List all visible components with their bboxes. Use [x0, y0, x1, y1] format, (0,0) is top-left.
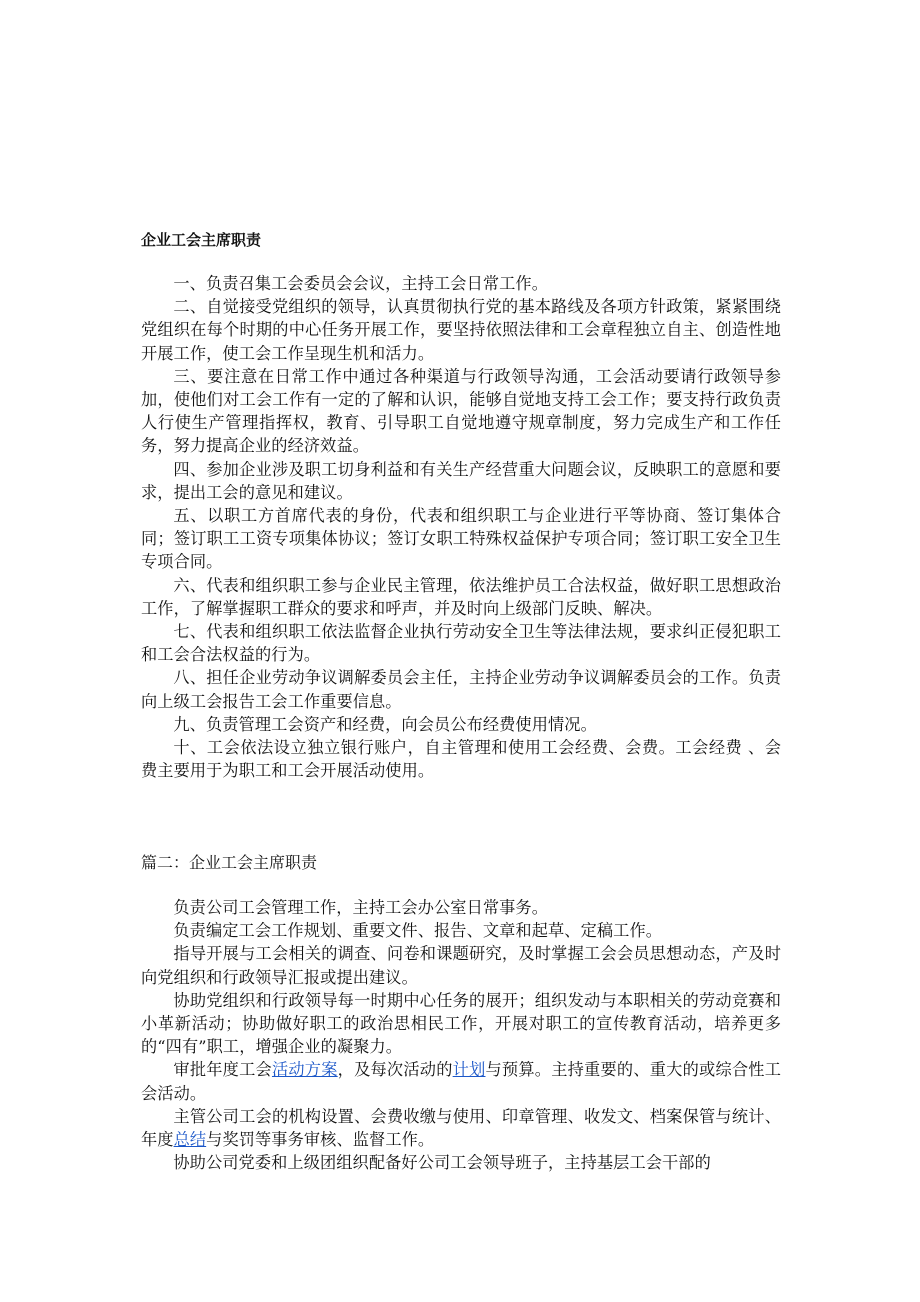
plan-link[interactable]: 计划 [452, 1060, 486, 1080]
paragraph-10: 十、工会依法设立独立银行账户，自主管理和使用工会经费、会费。工会经费 、会费主要用于为职工和工会开展活动使用。 [141, 738, 781, 781]
section2-paragraph-3: 指导开展与工会相关的调查、问卷和课题研究，及时掌握工会会员思想动态，产及时向党组织和行政领导汇报或提出建议。 [141, 944, 781, 987]
document-title: 企业工会主席职责 [141, 231, 262, 249]
paragraph-4: 四、参加企业涉及职工切身利益和有关生产经营重大问题会议，反映职工的意愿和要求，提出工会的意见和建议。 [141, 459, 781, 502]
paragraph-text: 主管公司工会的机构设置、会费收缴与使用、印章管理、收发文、档案保管与统计、年度 [141, 1106, 781, 1150]
summary-link[interactable]: 总结 [173, 1130, 207, 1150]
section2-paragraph-4: 协助党组织和行政领导每一时期中心任务的展开；组织发动与本职相关的劳动竞赛和小革新活动；协助做好职工的政治思相民工作，开展对职工的宣传教育活动，培养更多的“四有”职工，增强企业的凝聚力。 [141, 990, 781, 1057]
paragraph-8: 八、担任企业劳动争议调解委员会主任，主持企业劳动争议调解委员会的工作。负责向上级工会报告工会工作重要信息。 [141, 668, 781, 711]
section-two-title: 篇二：企业工会主席职责 [141, 853, 318, 872]
section-one [141, 272, 781, 782]
paragraph-3: 三、要注意在日常工作中通过各种渠道与行政领导沟通，工会活动要请行政领导参加，使他们对工会工作有一定的了解和认识，能够自觉地支持工会工作；要支持行政负责人行使生产管理指挥权，教育、引导职工自觉地遵守规章制度，努力完成生产和工作任务，努力提高企业的经济效益。 [141, 366, 781, 456]
section-two [141, 896, 781, 1174]
section2-paragraph-2: 负责编定工会工作规划、重要文件、报告、文章和起草、定稿工作。 [173, 921, 663, 941]
paragraph-text: 审批年度工会 [173, 1060, 272, 1080]
section2-paragraph-1: 负责公司工会管理工作，主持工会办公室日常事务。 [173, 898, 549, 917]
paragraph-1: 一、负责召集工会委员会会议，主持工会日常工作。 [173, 274, 549, 293]
section2-paragraph-6 [141, 1105, 781, 1151]
paragraph-text: 与预算。主持重要的、重大的或综合性工会活动。 [141, 1060, 782, 1103]
section2-paragraph-5 [141, 1058, 781, 1104]
paragraph-5: 五、以职工方首席代表的身份，代表和组织职工与企业进行平等协商、签订集体合同；签订职工工资专项集体协议；签订女职工特殊权益保护专项合同；签订职工安全卫生专项合同。 [141, 506, 781, 572]
paragraph-7: 七、代表和组织职工依法监督企业执行劳动安全卫生等法律法规，要求纠正侵犯职工和工会合法权益的行为。 [141, 622, 781, 665]
section2-paragraph-7: 协助公司党委和上级团组织配备好公司工会领导班子，主持基层工会干部的 [173, 1153, 711, 1173]
paragraph-text: ，及每次活动的 [337, 1060, 453, 1080]
paragraph-text: 与奖罚等事务审核、监督工作。 [206, 1130, 435, 1150]
paragraph-6: 六、代表和组织职工参与企业民主管理，依法维护员工合法权益，做好职工思想政治工作，了解掌握职工群众的要求和呼声，并及时向上级部门反映、解决。 [141, 575, 781, 618]
paragraph-2: 二、自觉接受党组织的领导，认真贯彻执行党的基本路线及各项方针政策，紧紧围绕党组织在每个时期的中心任务开展工作，要坚持依照法律和工会章程独立自主、创造性地开展工作，使工会工作呈现生机和活力。 [141, 297, 781, 363]
paragraph-9: 九、负责管理工会资产和经费，向会员公布经费使用情况。 [173, 714, 597, 734]
activity-plan-link[interactable]: 活动方案 [271, 1060, 338, 1080]
